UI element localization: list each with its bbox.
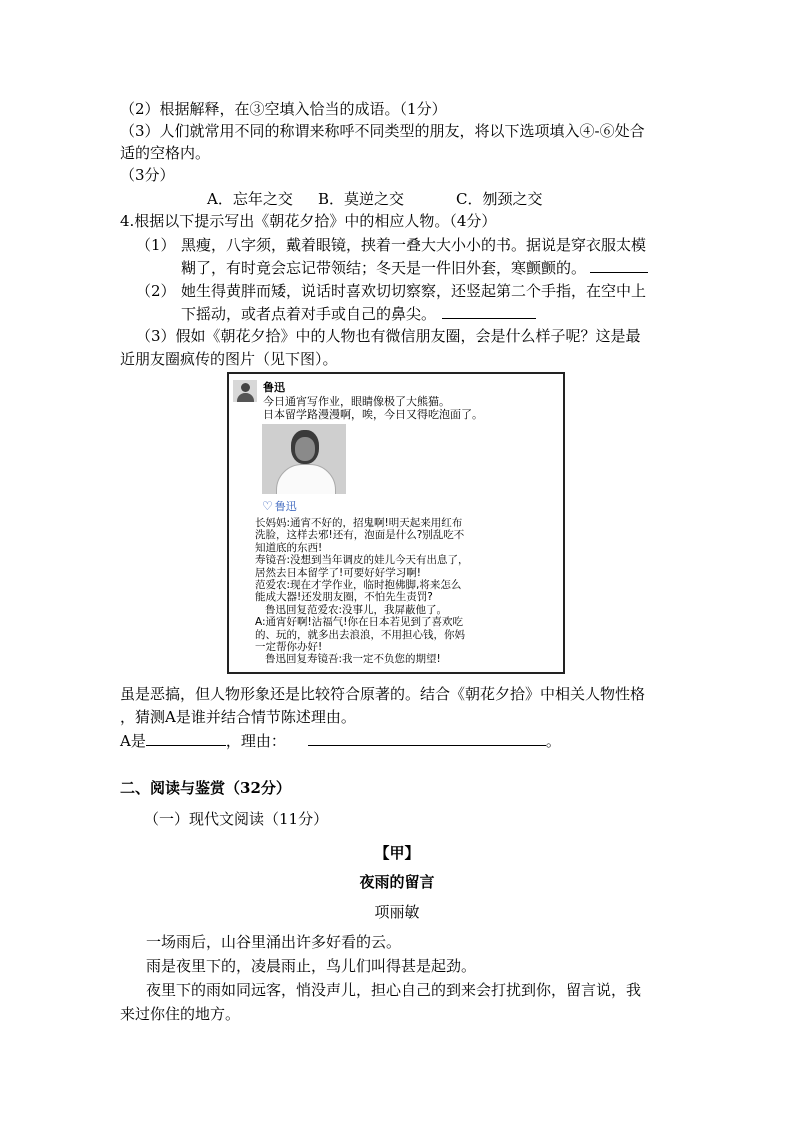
post-line: 日本留学路漫漫啊，唉，今日又得吃泡面了。 xyxy=(263,408,483,421)
question-3-line: 适的空格内。 xyxy=(120,144,211,162)
heart-icon: ♡ xyxy=(262,499,273,513)
item-3-line: 近朋友圈疯传的图片（见下图）。 xyxy=(120,350,338,368)
passage-label: 【甲】 xyxy=(374,844,420,862)
section-heading: 二、阅读与鉴赏（32分） xyxy=(120,779,291,797)
option-c: C．刎颈之交 xyxy=(456,190,543,208)
item-2-number: （2） xyxy=(136,282,176,300)
item-2-line: 她生得黄胖而矮，说话时喜欢切切察察，还竖起第二个手指，在空中上 xyxy=(181,282,647,300)
portrait-photo xyxy=(262,424,346,494)
after-line: ，猜测A是谁并结合情节陈述理由。 xyxy=(120,708,356,726)
comment-line: 洗脸，这样去邪!还有，泡面是什么?别乱吃不 xyxy=(255,529,465,542)
option-a: A．忘年之交 xyxy=(207,190,293,208)
article-title: 夜雨的留言 xyxy=(359,873,435,891)
paragraph: 夜里下的雨如同远客，悄没声儿，担心自己的到来会打扰到你，留言说，我 xyxy=(146,981,642,999)
author: 项丽敏 xyxy=(374,903,420,921)
avatar xyxy=(233,380,257,402)
comment-line: 长妈妈:通宵不好的，招鬼啊!明天起来用红布 xyxy=(255,517,463,529)
comment-line: 范爱农:现在才学作业，临时抱佛脚,将来怎么 xyxy=(255,579,462,591)
answer-blank[interactable] xyxy=(442,303,536,319)
question-4-title: 4.根据以下提示写出《朝花夕拾》中的相应人物。（4分） xyxy=(120,212,497,230)
reason-blank[interactable] xyxy=(308,730,546,746)
comment-line: 居然去日本留学了!可要好好学习啊! xyxy=(255,566,421,579)
comment-line: 的、玩的，就多出去浪浪，不用担心钱，你妈 xyxy=(255,628,465,641)
item-1-line: 黑瘦，八字须，戴着眼镜，挟着一叠大大小小的书。据说是穿衣服太模 xyxy=(181,236,647,254)
comment-line: 一定帮你办好! xyxy=(255,641,323,653)
question-2: （2）根据解释，在③空填入恰当的成语。（1分） xyxy=(120,100,447,118)
like-row: ♡ 鲁迅 xyxy=(262,499,297,513)
wechat-moments-image xyxy=(227,372,565,674)
reply-line: 鲁迅回复范爱农:没事儿，我屏蔽他了。 xyxy=(265,603,448,616)
comment-line: 知道底的东西! xyxy=(255,541,323,554)
paragraph: 来过你住的地方。 xyxy=(120,1005,241,1023)
answer-line: A是 ，理由： 。 xyxy=(120,732,561,750)
comment-line: A:通宵好啊!沾福气!你在日本若见到了喜欢吃 xyxy=(255,616,463,629)
after-line: 虽是恶搞，但人物形象还是比较符合原著的。结合《朝花夕拾》中相关人物性格 xyxy=(120,685,646,703)
post-line: 今日通宵写作业，眼睛像极了大熊猫。 xyxy=(263,395,450,408)
item-2-line: 下摇动，或者点着对手或自己的鼻尖。 xyxy=(181,303,536,325)
reply-line: 鲁迅回复寿镜吾:我一定不负您的期望! xyxy=(265,653,441,666)
paragraph: 雨是夜里下的，凌晨雨止，鸟儿们叫得甚是起劲。 xyxy=(146,957,477,975)
comment-line: 能成大器!还发朋友圈，不怕先生责罚? xyxy=(255,591,433,604)
subsection-heading: （一）现代文阅读（11分） xyxy=(144,810,329,828)
item-3-line: （3）假如《朝花夕拾》中的人物也有微信朋友圈，会是什么样子呢？这是最 xyxy=(136,327,641,345)
question-3-line: （3）人们就常用不同的称谓来称呼不同类型的朋友，将以下选项填入④-⑥处合 xyxy=(120,122,645,140)
answer-a-blank[interactable] xyxy=(146,730,226,746)
poster-name: 鲁迅 xyxy=(263,381,285,394)
item-1-number: （1） xyxy=(136,236,176,254)
item-1-line: 糊了，有时竟会忘记带领结；冬天是一件旧外套，寒颤颤的。 xyxy=(181,257,648,279)
option-b: B．莫逆之交 xyxy=(318,190,405,208)
question-3-score: （3分） xyxy=(120,166,175,184)
comment-line: 寿镜吾:没想到当年调皮的娃儿今天有出息了， xyxy=(255,554,469,567)
paragraph: 一场雨后，山谷里涌出许多好看的云。 xyxy=(146,933,402,951)
answer-blank[interactable] xyxy=(590,257,648,273)
